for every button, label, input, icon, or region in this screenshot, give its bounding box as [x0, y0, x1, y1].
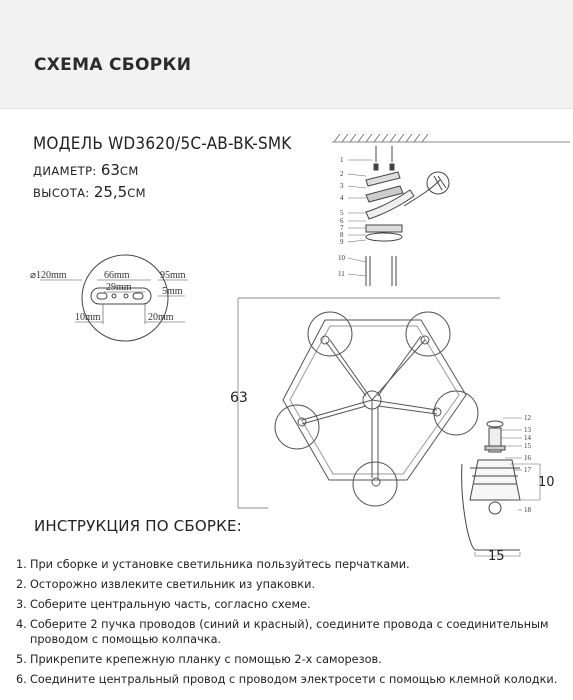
dim-5: 5mm — [162, 286, 183, 297]
lamp-holder-detail — [462, 421, 520, 550]
instruction-item: 4. Соберите 2 пучка проводов (синий и красный), соедините провода с соединительным проводом с помощью колпачка. — [16, 618, 549, 646]
dim-66: 66mm — [104, 270, 130, 281]
part-number-18: 18 — [524, 506, 531, 514]
height-unit: СМ — [127, 186, 146, 200]
dim-10: 10mm — [75, 312, 101, 323]
part-leaders-bottom — [475, 418, 540, 556]
part-leaders-top — [348, 160, 372, 276]
part-number-6: 6 — [340, 217, 344, 225]
model-title: МОДЕЛЬ WD3620/5C-AB-BK-SMK — [33, 134, 292, 154]
part-numbers-bottom — [524, 414, 532, 514]
instruction-item: 5. Прикрепите крепежную планку с помощью 2-х саморезов. — [16, 653, 382, 666]
dim-120: ⌀120mm — [30, 270, 67, 281]
diameter-value: 63 — [100, 161, 120, 179]
canopy-exploded-view — [366, 146, 449, 286]
dim-95: 95mm — [160, 270, 186, 281]
part-number-13: 13 — [524, 426, 531, 434]
part-numbers-top — [338, 156, 346, 278]
dim-15-label: 15 — [488, 549, 505, 564]
dim-29: 29mm — [106, 282, 132, 293]
dim-63-label: 63 — [230, 390, 248, 406]
page-title: СХЕМА СБОРКИ — [34, 55, 192, 75]
height-value: 25,5 — [93, 183, 128, 201]
spec-height — [33, 183, 146, 201]
instruction-item: 1. При сборке и установке светильника пользуйтесь перчатками. — [16, 558, 410, 571]
part-number-3: 3 — [340, 182, 344, 190]
fixture-dim-63 — [238, 298, 500, 508]
part-number-16: 16 — [524, 454, 531, 462]
dim-20: 20mm — [148, 312, 174, 323]
part-number-5: 5 — [340, 209, 344, 217]
instructions-title: ИНСТРУКЦИЯ ПО СБОРКЕ: — [34, 517, 242, 535]
canopy-dimensions — [30, 270, 186, 323]
part-number-15: 15 — [524, 442, 531, 450]
height-label: ВЫСОТА: — [33, 186, 90, 200]
diameter-unit: СМ — [119, 164, 139, 178]
part-number-14: 14 — [524, 434, 531, 442]
part-number-7: 7 — [340, 224, 344, 232]
part-number-8: 8 — [340, 231, 344, 239]
instruction-item: 2. Осторожно извлеките светильник из упаковки. — [16, 578, 316, 591]
fixture-shades — [275, 312, 478, 506]
part-number-2: 2 — [340, 170, 344, 178]
ceiling-hatch — [332, 134, 570, 142]
part-number-12: 12 — [524, 414, 531, 422]
part-number-9: 9 — [340, 238, 344, 246]
instructions-list — [16, 557, 566, 692]
part-number-10: 10 — [338, 254, 345, 262]
part-number-1: 1 — [340, 156, 344, 164]
spec-diameter — [33, 161, 139, 179]
canopy-top-view — [40, 255, 188, 341]
fixture-frame — [283, 320, 466, 480]
diameter-label: ДИАМЕТР: — [33, 164, 97, 178]
instruction-item: 3. Соберите центральную часть, согласно схеме. — [16, 598, 311, 611]
part-number-4: 4 — [340, 194, 344, 202]
part-number-17: 17 — [524, 466, 531, 474]
part-number-11: 11 — [338, 270, 345, 278]
dim-10-label: 10 — [538, 475, 555, 490]
instruction-item: 6. Соедините центральный провод с проводом электросети с помощью клемной колодки. — [16, 673, 558, 686]
